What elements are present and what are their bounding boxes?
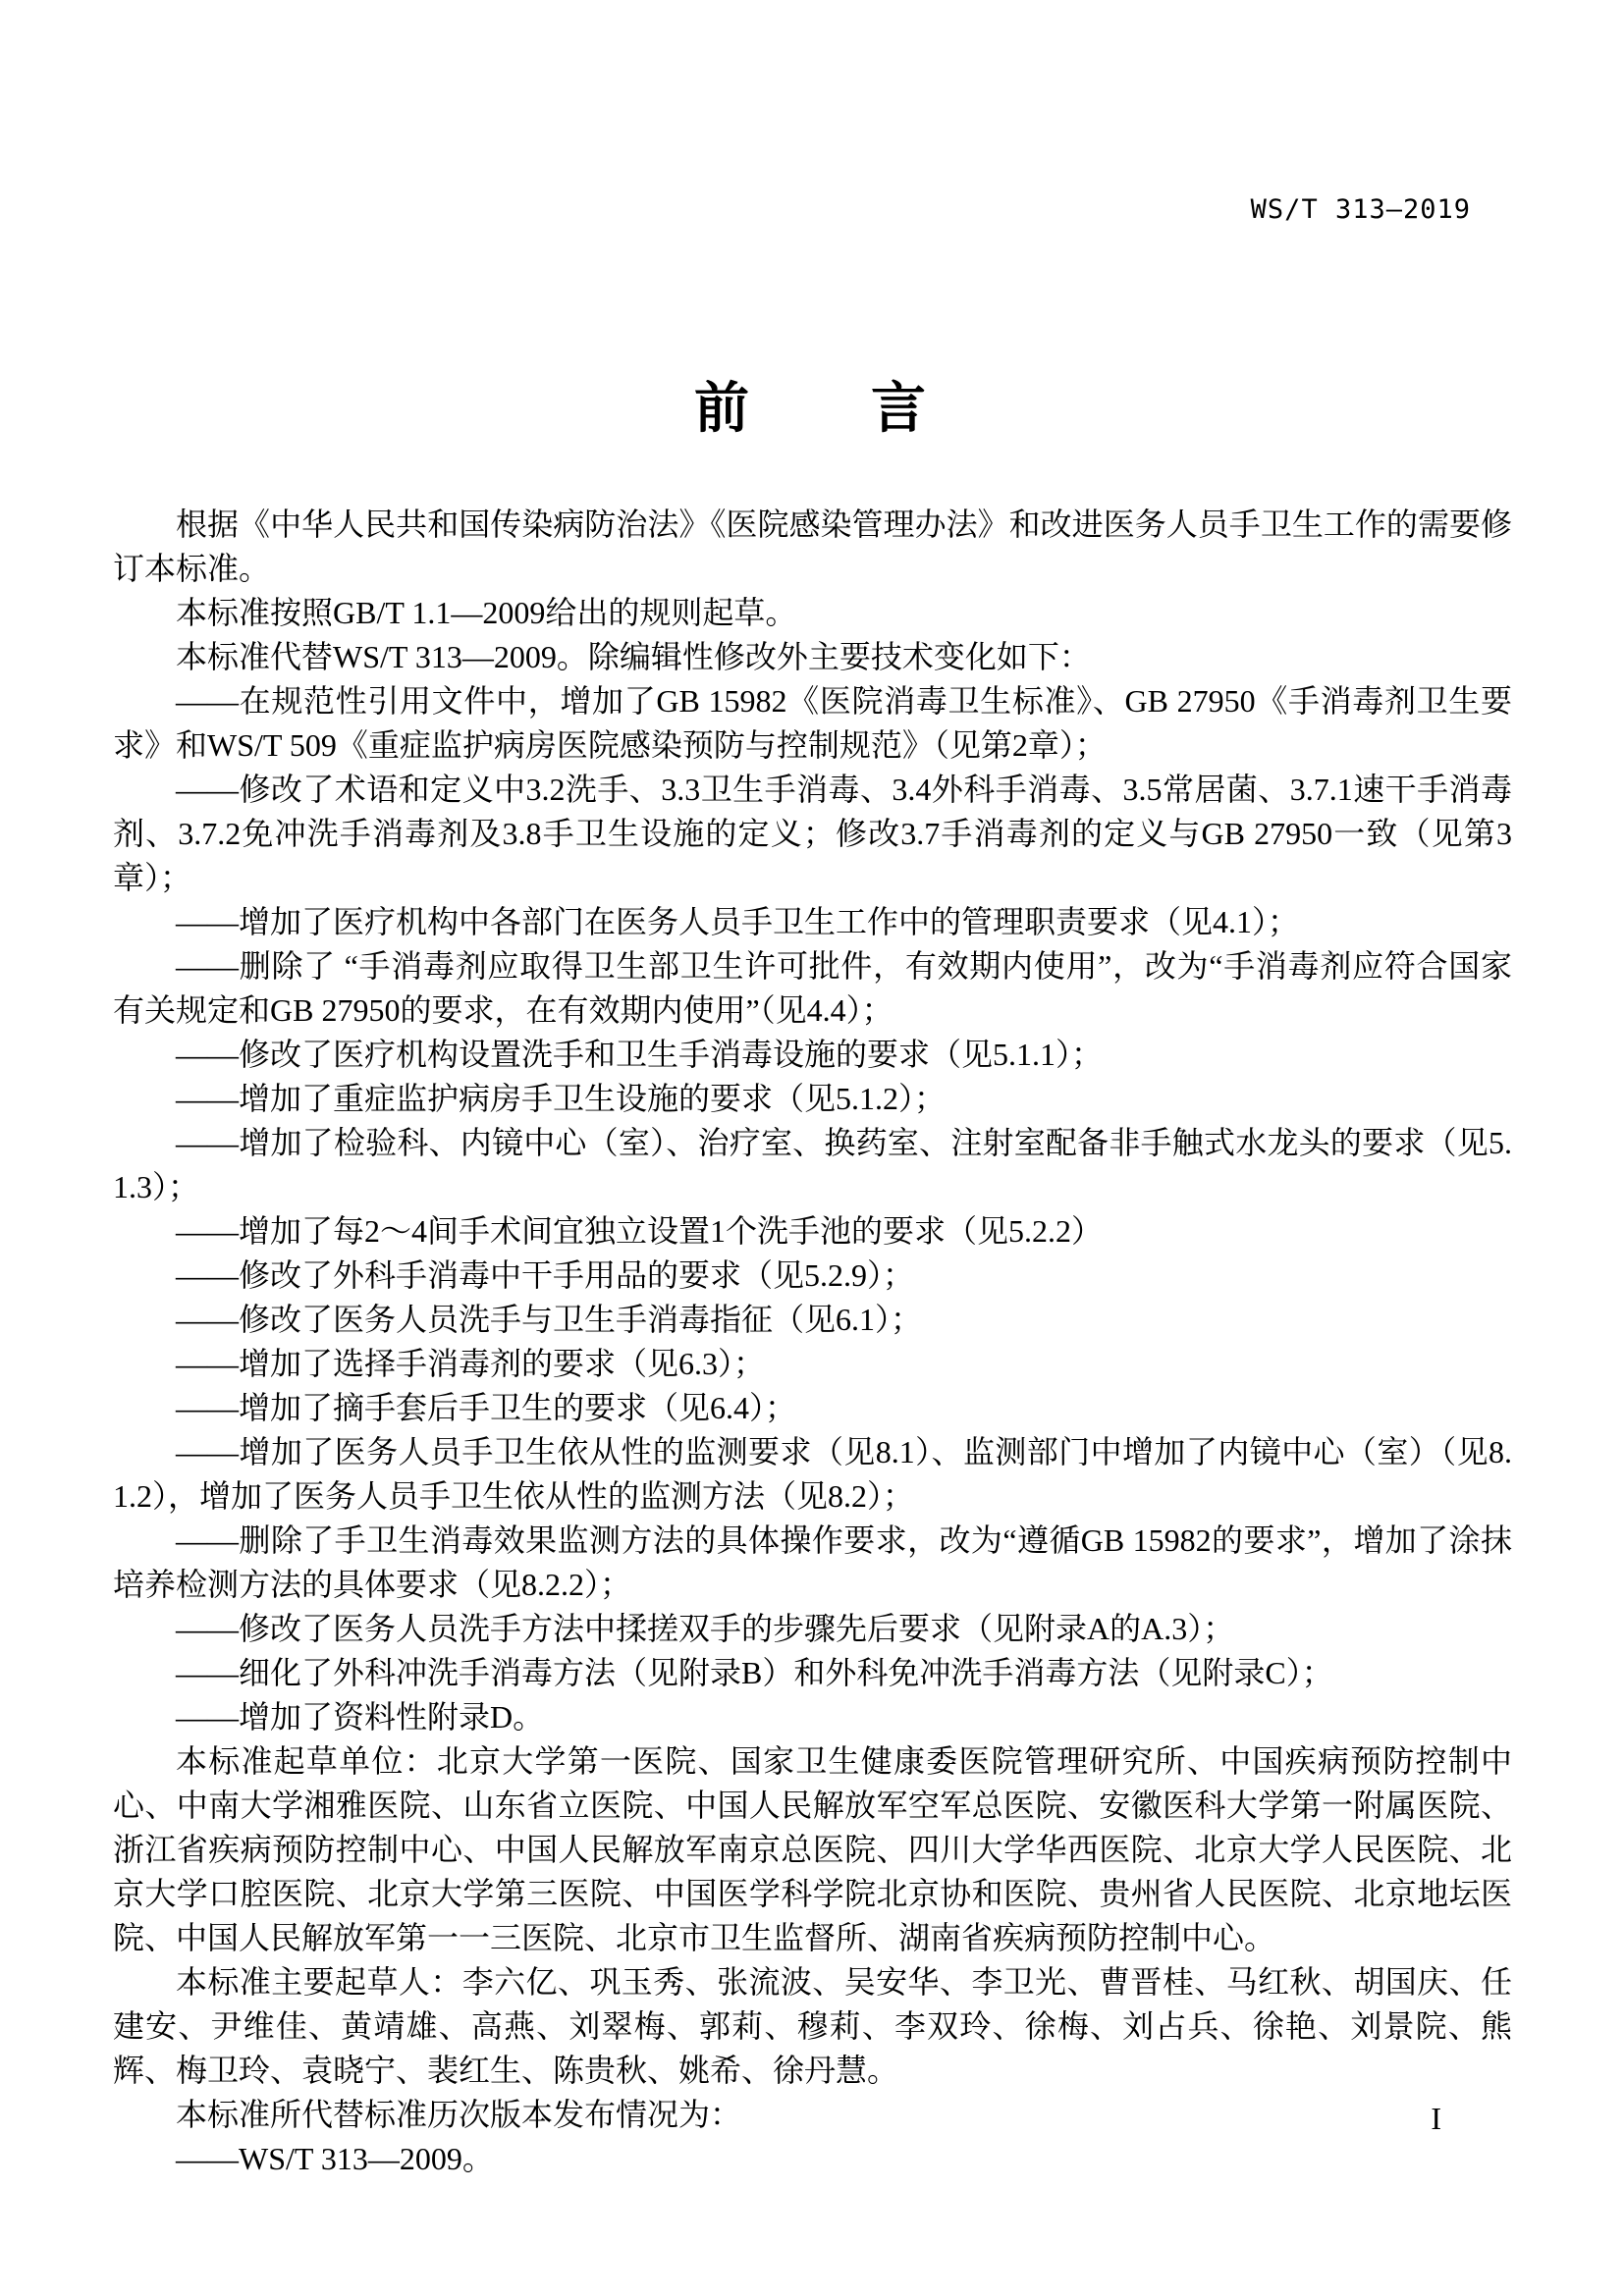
foreword-paragraph: 本标准主要起草人：李六亿、巩玉秀、张流波、吴安华、李卫光、曹晋桂、马红秋、胡国庆、任建安、尹维佳、黄靖雄、高燕、刘翠梅、郭莉、穆莉、李双玲、徐梅、刘占兵、徐艳、刘景院、熊辉、梅卫玲、袁晓宁、裴红生、陈贵秋、姚希、徐丹慧。: [113, 1964, 1512, 2088]
foreword-paragraph: ——修改了术语和定义中3.2洗手、3.3卫生手消毒、3.4外科手消毒、3.5常居菌、3.7.1速干手消毒剂、3.7.2免冲洗手消毒剂及3.8手卫生设施的定义；修改3.7手消毒剂的定义与GB 27950一致（见第3章）；: [113, 772, 1512, 895]
foreword-paragraph: ——删除了 “手消毒剂应取得卫生部卫生许可批件，有效期内使用”，改为“手消毒剂应符合国家有关规定和GB 27950的要求，在有效期内使用”（见4.4）；: [113, 948, 1512, 1028]
foreword-paragraph: ——增加了资料性附录D。: [176, 1699, 545, 1735]
foreword-paragraph: ——增加了检验科、内镜中心（室）、治疗室、换药室、注射室配备非手触式水龙头的要求（见5.1.3）；: [113, 1125, 1512, 1204]
foreword-paragraph: ——增加了重症监护病房手卫生设施的要求（见5.1.2）；: [176, 1081, 947, 1116]
foreword-paragraph: ——修改了医疗机构设置洗手和卫生手消毒设施的要求（见5.1.1）；: [176, 1037, 1104, 1072]
foreword-paragraph: ——在规范性引用文件中，增加了GB 15982《医院消毒卫生标准》、GB 27950《手消毒剂卫生要求》和WS/T 509《重症监护病房医院感染预防与控制规范》（见第2章）；: [113, 683, 1512, 763]
foreword-paragraph: ——增加了选择手消毒剂的要求（见6.3）；: [176, 1346, 766, 1381]
foreword-paragraph: ——删除了手卫生消毒效果监测方法的具体操作要求，改为“遵循GB 15982的要求”，增加了涂抹培养检测方法的具体要求（见8.2.2）；: [113, 1522, 1512, 1602]
foreword-paragraph: 本标准所代替标准历次版本发布情况为：: [176, 2097, 742, 2132]
foreword-paragraph: ——增加了摘手套后手卫生的要求（见6.4）；: [176, 1390, 797, 1425]
foreword-paragraph: 根据《中华人民共和国传染病防治法》《医院感染管理办法》和改进医务人员手卫生工作的需要修订本标准。: [113, 507, 1512, 586]
foreword-content: [113, 503, 1512, 2181]
foreword-paragraph: ——增加了每2～4间手术间宜独立设置1个洗手池的要求（见5.2.2）: [176, 1213, 1104, 1249]
foreword-paragraph: ——修改了外科手消毒中干手用品的要求（见5.2.9）；: [176, 1257, 915, 1293]
foreword-paragraph: ——细化了外科冲洗手消毒方法（见附录B）和外科免冲洗手消毒方法（见附录C）；: [176, 1655, 1333, 1690]
foreword-paragraph: ——增加了医疗机构中各部门在医务人员手卫生工作中的管理职责要求（见4.1）；: [176, 904, 1300, 939]
foreword-paragraph: ——修改了医务人员洗手与卫生手消毒指征（见6.1）；: [176, 1302, 923, 1337]
foreword-paragraph: 本标准代替WS/T 313—2009。除编辑性修改外主要技术变化如下：: [176, 639, 1091, 674]
standard-number-header: WS/T 313—2019: [1250, 194, 1471, 225]
page-number: I: [1431, 2101, 1441, 2136]
foreword-title: 前 言: [694, 377, 930, 439]
foreword-paragraph: ——增加了医务人员手卫生依从性的监测要求（见8.1）、监测部门中增加了内镜中心（室）（见8.1.2），增加了医务人员手卫生依从性的监测方法（见8.2）；: [113, 1434, 1512, 1514]
foreword-paragraph: 本标准起草单位：北京大学第一医院、国家卫生健康委医院管理研究所、中国疾病预防控制中心、中南大学湘雅医院、山东省立医院、中国人民解放军空军总医院、安徽医科大学第一附属医院、浙江省疾病预防控制中心、中国人民解放军南京总医院、四川大学华西医院、北京大学人民医院、北京大学口腔医院、北京大学第三医院、中国医学科学院北京协和医院、贵州省人民医院、北京地坛医院、中国人民解放军第一一三医院、北京市卫生监督所、湖南省疾病预防控制中心。: [113, 1743, 1512, 1955]
foreword-paragraph: ——WS/T 313—2009。: [176, 2141, 494, 2176]
foreword-paragraph: 本标准按照GB/T 1.1—2009给出的规则起草。: [176, 595, 797, 630]
foreword-paragraph: ——修改了医务人员洗手方法中揉搓双手的步骤先后要求（见附录A的A.3）；: [176, 1611, 1235, 1646]
